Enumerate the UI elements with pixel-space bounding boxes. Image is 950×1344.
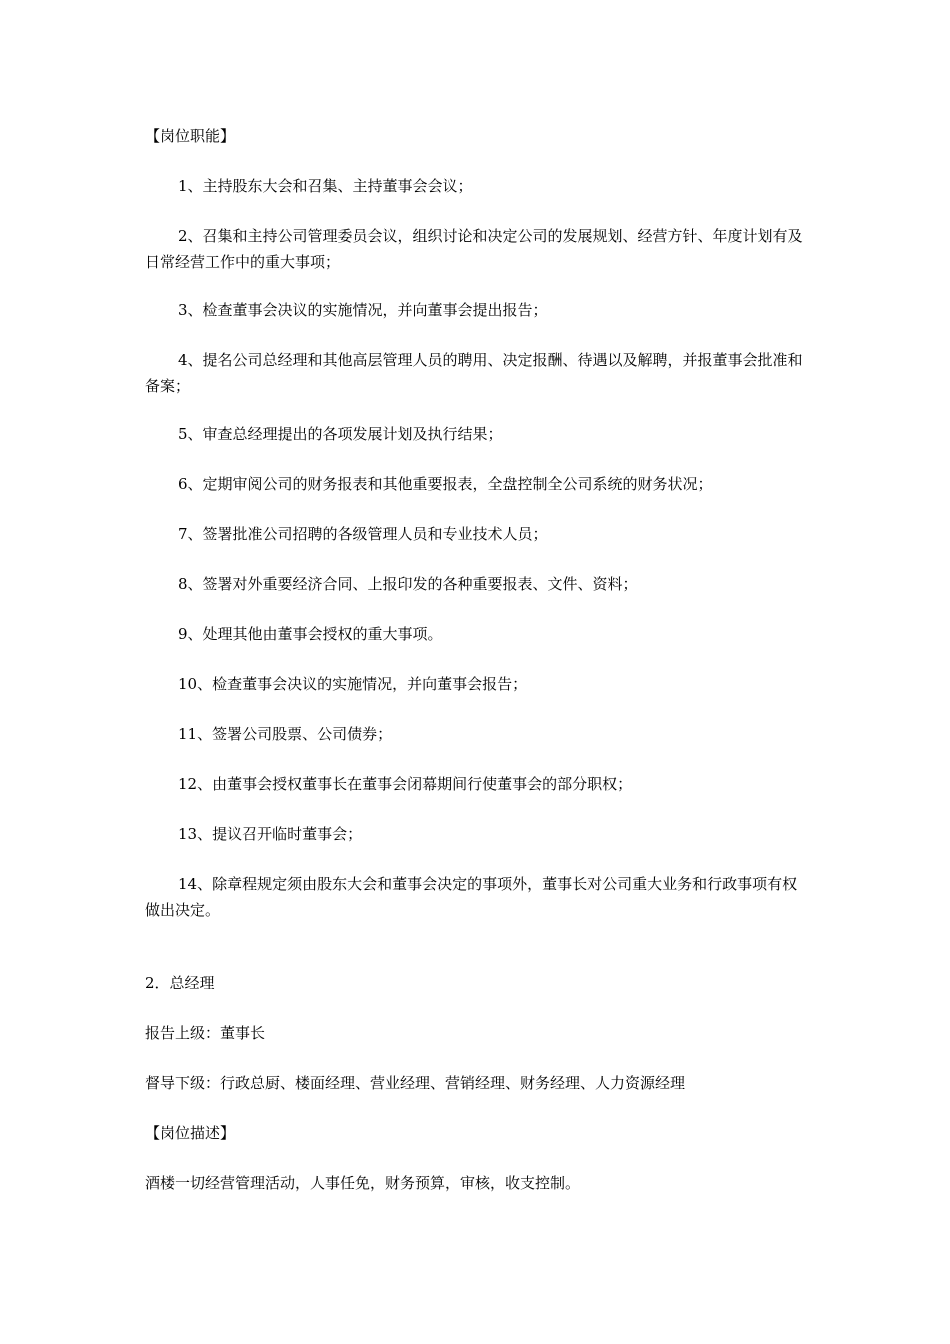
- description-heading: 【岗位描述】: [145, 1124, 236, 1142]
- gm-section-title: 2．总经理: [145, 974, 215, 992]
- duty-item-1: 1、主持股东大会和召集、主持董事会会议；: [178, 177, 473, 195]
- reports-to-line: 报告上级：董事长: [145, 1024, 266, 1042]
- duty-item-7: 7、签署批准公司招聘的各级管理人员和专业技术人员；: [178, 525, 548, 543]
- supervises-line: 督导下级：行政总厨、楼面经理、营业经理、营销经理、财务经理、人力资源经理: [145, 1074, 686, 1092]
- duties-heading: 【岗位职能】: [145, 127, 236, 145]
- duty-item-5: 5、审查总经理提出的各项发展计划及执行结果；: [178, 425, 503, 443]
- duty-item-12: 12、由董事会授权董事长在董事会闭幕期间行使董事会的部分职权；: [178, 775, 633, 793]
- description-text: 酒楼一切经营管理活动，人事任免，财务预算，审核，收支控制。: [145, 1174, 581, 1192]
- duty-item-6: 6、定期审阅公司的财务报表和其他重要报表，全盘控制全公司系统的财务状况；: [178, 475, 713, 493]
- duty-item-4: 4、提名公司总经理和其他高层管理人员的聘用、决定报酬、待遇以及解聘，并报董事会批准和备案；: [145, 351, 803, 395]
- duty-item-8: 8、签署对外重要经济合同、上报印发的各种重要报表、文件、资料；: [178, 575, 638, 593]
- duty-item-3: 3、检查董事会决议的实施情况，并向董事会提出报告；: [178, 301, 548, 319]
- duty-item-11: 11、签署公司股票、公司债券；: [178, 725, 393, 743]
- duty-item-9: 9、处理其他由董事会授权的重大事项。: [178, 625, 443, 643]
- duty-item-2: 2、召集和主持公司管理委员会议，组织讨论和决定公司的发展规划、经营方针、年度计划有及日常经营工作中的重大事项；: [145, 227, 803, 271]
- duty-item-10: 10、检查董事会决议的实施情况，并向董事会报告；: [178, 675, 528, 693]
- duty-item-14: 14、除章程规定须由股东大会和董事会决定的事项外，董事长对公司重大业务和行政事项有权做出决定。: [145, 875, 798, 919]
- duty-item-13: 13、提议召开临时董事会；: [178, 825, 363, 843]
